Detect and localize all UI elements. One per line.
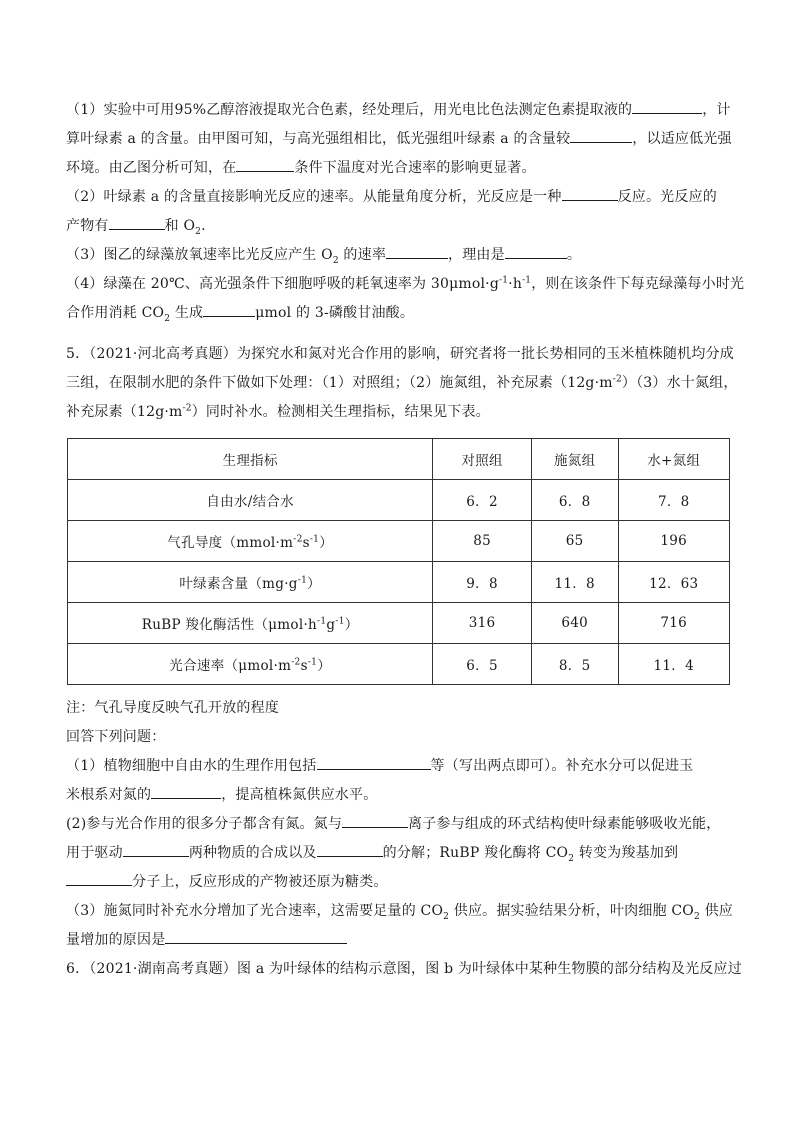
section-questions-1-4 <box>66 96 745 328</box>
table-cell: 640 <box>531 603 618 644</box>
table-row <box>68 521 730 562</box>
text-line: 用于驱动 两种物质的合成以及 的分解；RuBP 羧化酶将 $CO_2$ 转变为羧基加到 <box>66 839 730 868</box>
table-row <box>68 480 730 521</box>
row-label: 光合速率$(\mu mol\cdot m^{-2}s^{-1})$ <box>68 644 433 685</box>
header-cell: 水+氮组 <box>618 439 730 480</box>
answer-blank[interactable] <box>203 301 255 317</box>
results-table <box>67 438 730 685</box>
text-line: 合作用消耗 $CO_2$ 生成 μmol 的 3-磷酸甘油酸。 <box>66 299 730 328</box>
table-header-row <box>68 439 730 480</box>
table-cell: 7．8 <box>618 480 730 521</box>
answer-blank[interactable] <box>109 214 165 230</box>
table-cell: 6．5 <box>433 644 532 685</box>
text-line: （4）绿藻在 20℃、高光强条件下细胞呼吸的耗氧速率为 $30\mu mol\cdot g^{-1}\cdot h^{-1}$，则在该条件下每克绿藻每小时光 <box>66 275 745 292</box>
text-line: （3）施氮同时补充水分增加了光合速率，这需要足量的 $CO_2$ 供应。据实验结果分析，叶肉细胞 $CO_2$ 供应 <box>66 903 733 922</box>
row-label: 气孔导度$(mmol\cdot m^{-2}s^{-1})$ <box>68 521 433 562</box>
table-cell: 6．8 <box>531 480 618 521</box>
question-5-intro <box>66 340 738 427</box>
answer-prompt: 回答下列问题： <box>66 729 166 745</box>
table-row <box>68 562 730 603</box>
text-line: 米根系对氮的 ，提高植株氮供应水平。 <box>66 781 730 810</box>
row-label: RuBP 羧化酶活性$(\mu mol\cdot h^{-1}g^{-1})$ <box>68 603 433 644</box>
table-cell: 12．63 <box>618 562 730 603</box>
answer-blank[interactable] <box>342 812 408 828</box>
table-cell: 9．8 <box>433 562 532 603</box>
table-cell: 6．2 <box>433 480 532 521</box>
text-line: （3）图乙的绿藻放氧速率比光反应产生 $O_2$ 的速率 ，理由是 。 <box>66 241 730 270</box>
answer-blank[interactable] <box>123 841 189 857</box>
text-line: 环境。由乙图分析可知，在 条件下温度对光合速率的影响更显著。 <box>66 154 730 183</box>
text-line: （1）实验中可用95%乙醇溶液提取光合色素，经处理后，用光电比色法测定色素提取液的 ，计 <box>66 96 730 125</box>
text-line: 算叶绿素 a 的含量。由甲图可知，与高光强组相比，低光强组叶绿素 a 的含量较 ，以适应低光强 <box>66 125 730 154</box>
text-line: 补充尿素$(12g\cdot m^{-2})$同时补水。检测相关生理指标，结果见下表。 <box>66 403 490 420</box>
table-row <box>68 644 730 685</box>
text-line: (2)参与光合作用的很多分子都含有氮。氮与 离子参与组成的环式结构使叶绿素能够吸收光能， <box>66 810 730 839</box>
text-line: 量增加的原因是 <box>66 926 730 955</box>
answer-blank[interactable] <box>317 754 431 770</box>
table-cell: 8．5 <box>531 644 618 685</box>
answer-blank[interactable] <box>386 243 448 259</box>
question-6-line: 6．（2021·湖南高考真题）图 a 为叶绿体的结构示意图，图 b 为叶绿体中某种生物膜的部分结构及光反应过 <box>66 961 742 977</box>
answer-blank[interactable] <box>66 870 132 886</box>
header-cell: 对照组 <box>433 439 532 480</box>
answer-blank[interactable] <box>165 928 347 944</box>
answer-blank[interactable] <box>236 156 294 172</box>
text-line: （1）植物细胞中自由水的生理作用包括 等（写出两点即可）。补充水分可以促进玉 <box>66 752 730 781</box>
text-line: （2）叶绿素 a 的含量直接影响光反应的速率。从能量角度分析，光反应是一种 反应。光反应的 <box>66 183 730 212</box>
answer-blank[interactable] <box>562 185 618 201</box>
answer-blank[interactable] <box>151 783 221 799</box>
text-line: 5．（2021·河北高考真题）为探究水和氮对光合作用的影响，研究者将一批长势相同的玉米植株随机均分成 <box>66 346 734 362</box>
row-label: 自由水/结合水 <box>68 480 433 521</box>
answer-blank[interactable] <box>632 98 702 114</box>
table-cell: 716 <box>618 603 730 644</box>
text-line: 分子上，反应形成的产物被还原为糖类。 <box>66 868 730 897</box>
table-cell: 11．8 <box>531 562 618 603</box>
header-cell: 施氮组 <box>531 439 618 480</box>
table-cell: 316 <box>433 603 532 644</box>
row-label: 叶绿素含量$(mg\cdot g^{-1})$ <box>68 562 433 603</box>
text-line: 产物有 和 $O_2$. <box>66 212 730 241</box>
table-row <box>68 603 730 644</box>
table-cell: 11．4 <box>618 644 730 685</box>
table-cell: 65 <box>531 521 618 562</box>
text-line: 三组，在限制水肥的条件下做如下处理：（1）对照组；（2）施氮组，补充尿素$(12g\cdot m^{-2})(3)$水十氮组， <box>66 374 738 391</box>
header-cell: 生理指标 <box>68 439 433 480</box>
answer-blank[interactable] <box>570 127 632 143</box>
table-cell: 196 <box>618 521 730 562</box>
answer-blank[interactable] <box>505 243 567 259</box>
table-cell: 85 <box>433 521 532 562</box>
answer-blank[interactable] <box>317 841 383 857</box>
question-5-subquestions <box>66 694 742 984</box>
table-note: 注：气孔导度反映气孔开放的程度 <box>66 700 279 716</box>
